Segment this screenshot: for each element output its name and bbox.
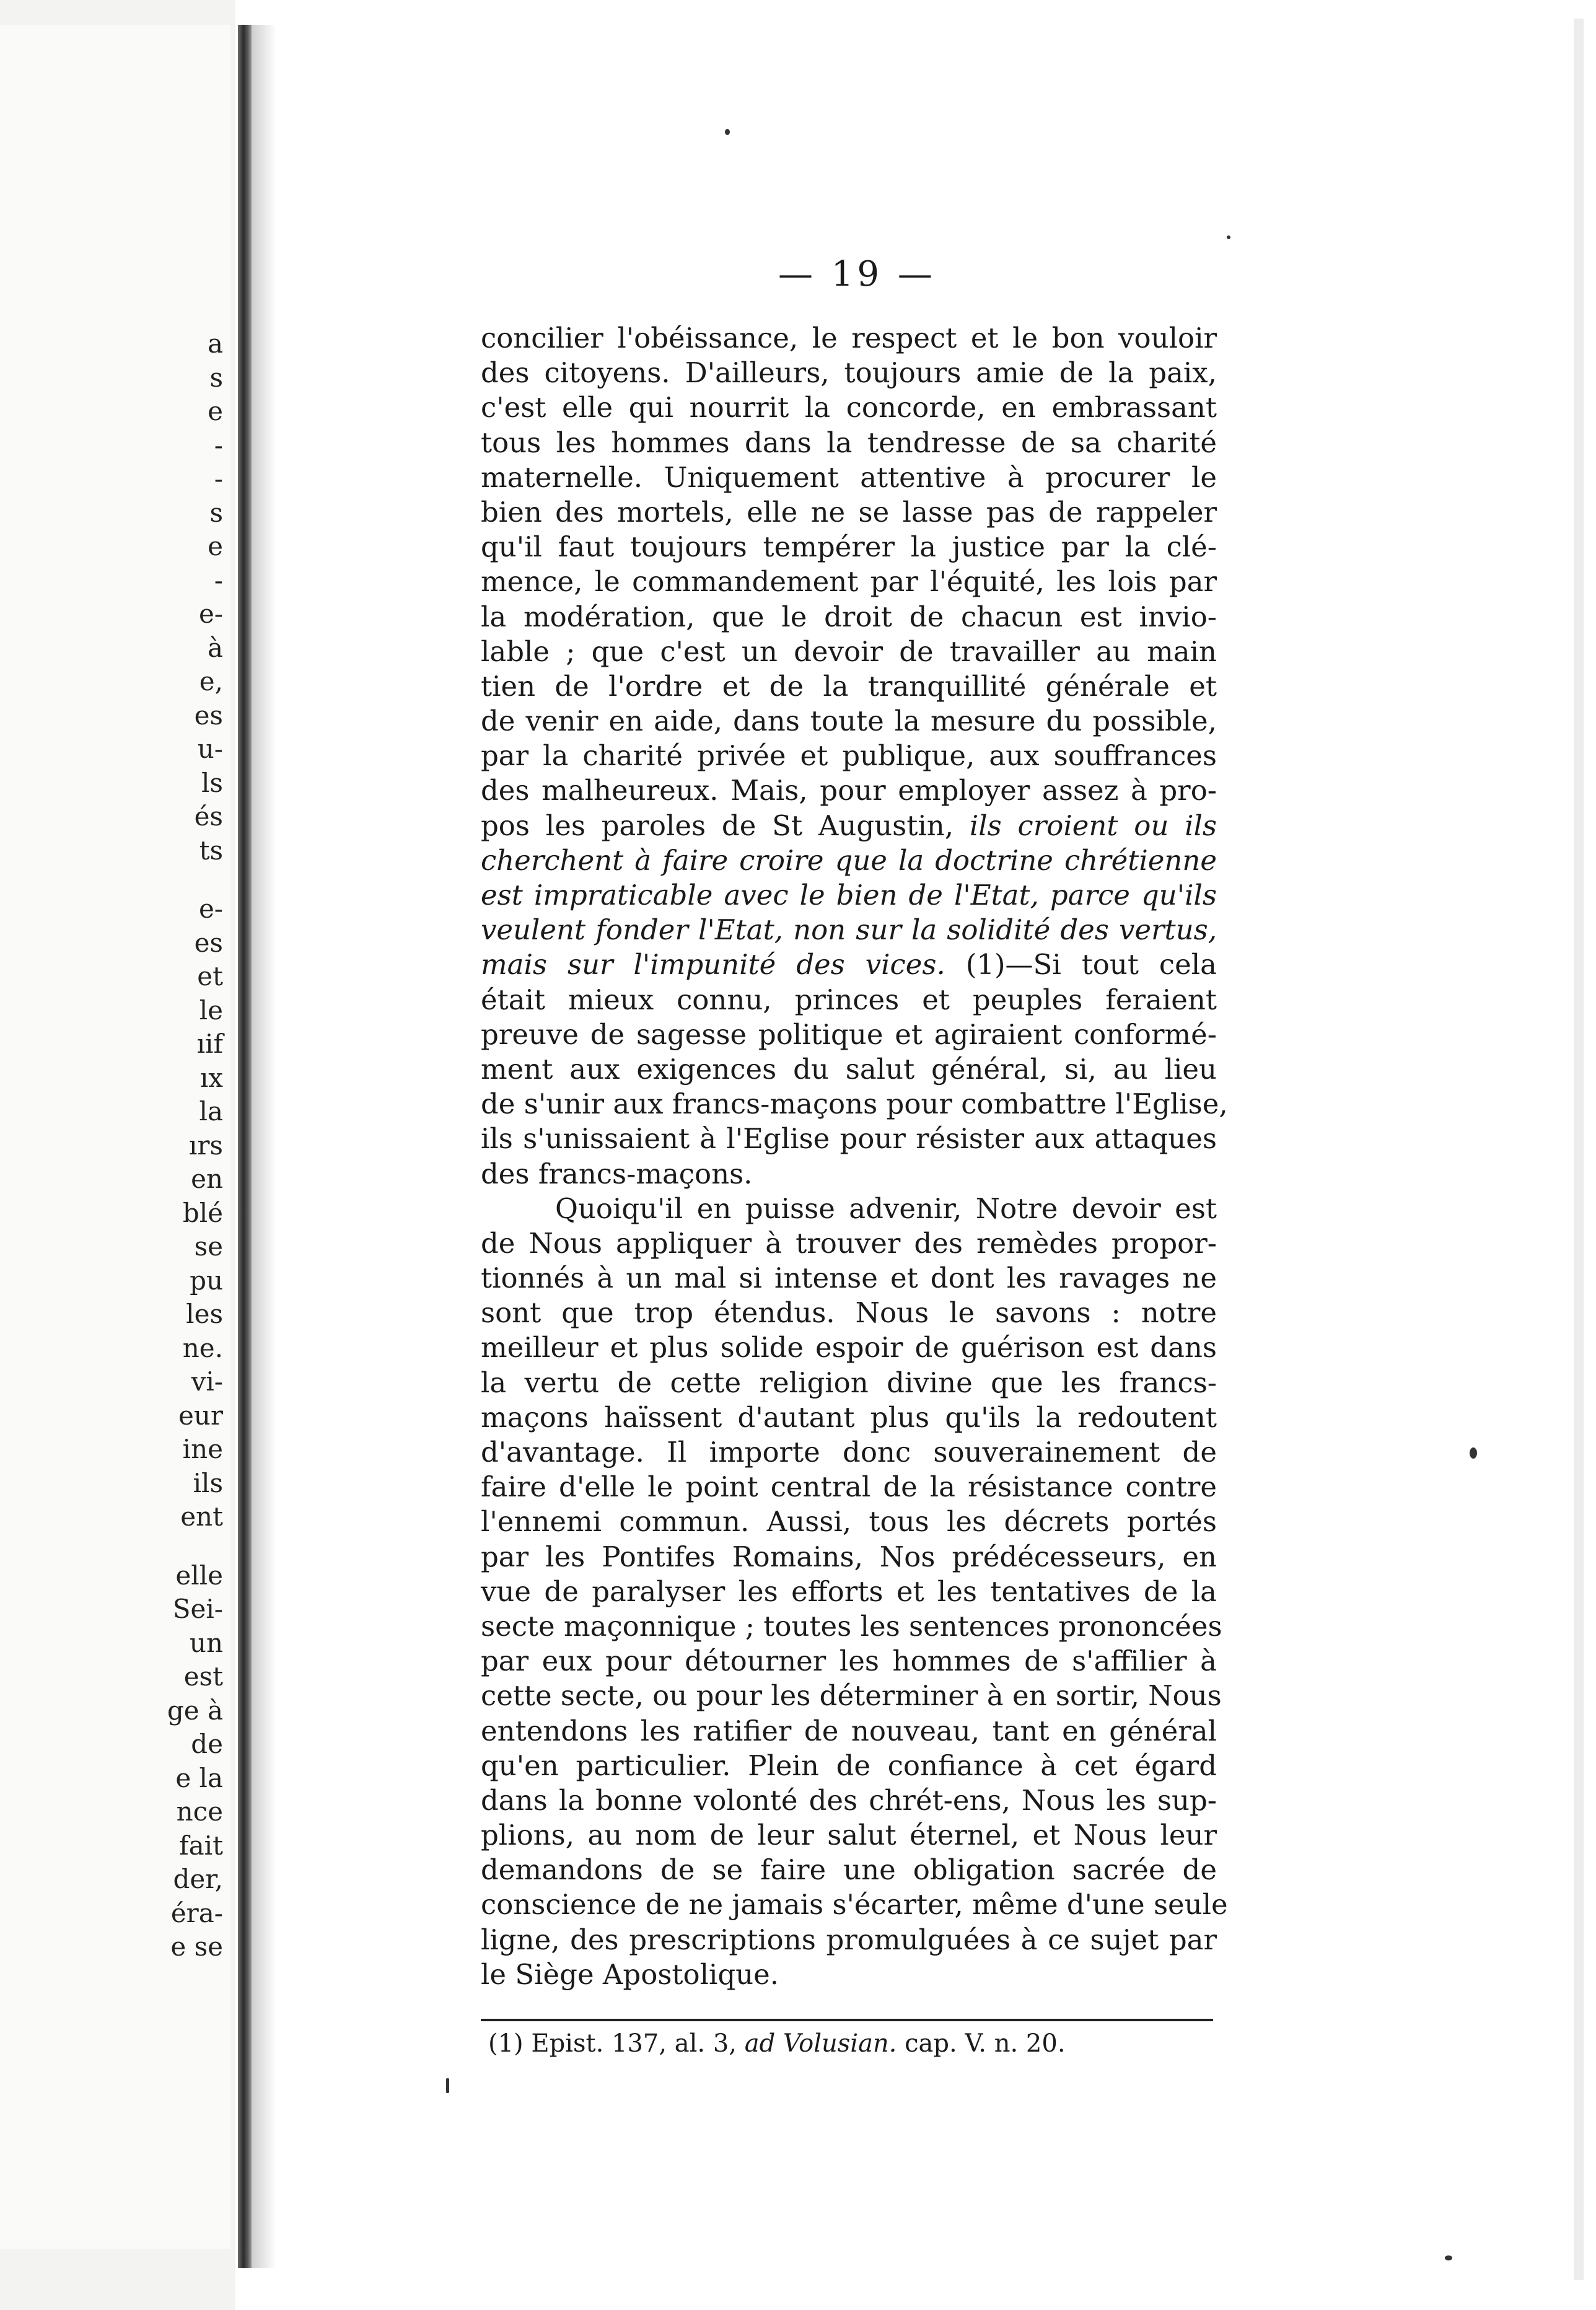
text-line — [481, 1122, 1217, 1156]
text-line-content — [481, 460, 1217, 495]
text-line-content — [481, 1366, 1217, 1400]
roman-text: cette secte, ou pour les déterminer à en sortir, Nous — [481, 1679, 1222, 1713]
scan-speck — [1227, 235, 1230, 239]
adjacent-page-fragment: pu — [190, 1265, 223, 1296]
text-line — [481, 1714, 1217, 1749]
text-line-content — [481, 426, 1217, 460]
text-line-content — [481, 878, 1217, 913]
roman-text: ment aux exigences du salut général, si, au lieu — [481, 1052, 1217, 1086]
text-line — [481, 426, 1217, 460]
text-line — [481, 843, 1217, 878]
roman-text: faire d'elle le point central de la résistance contre — [481, 1470, 1217, 1504]
text-line-content — [481, 843, 1217, 878]
page-number: — 19 — — [778, 254, 936, 294]
roman-text: de Nous appliquer à trouver des remèdes propor- — [481, 1226, 1217, 1260]
text-line-content — [481, 1157, 1217, 1192]
footnote — [488, 2026, 1066, 2061]
roman-text: par la charité privée et publique, aux souffrances — [481, 739, 1217, 773]
roman-text: lable ; que c'est un devoir de travailler au main — [481, 635, 1217, 668]
roman-text: l'ennemi commun. Aussi, tous les décrets portés — [481, 1505, 1217, 1539]
text-line-content — [481, 913, 1217, 947]
adjacent-page-fragment: der, — [173, 1864, 223, 1894]
text-line-content — [481, 495, 1217, 530]
roman-text: des malheureux. Mais, pour employer assez à pro- — [481, 774, 1217, 807]
text-line — [481, 495, 1217, 530]
roman-text: ils s'unissaient à l'Eglise pour résister aux attaques — [481, 1122, 1217, 1156]
text-line — [481, 1679, 1222, 1713]
text-line-content — [481, 1609, 1222, 1644]
text-line — [481, 773, 1217, 808]
text-line — [481, 356, 1217, 390]
text-line-content — [481, 1887, 1228, 1922]
adjacent-page-fragment: à — [207, 632, 223, 663]
text-line — [481, 564, 1217, 599]
text-line-content — [481, 1400, 1217, 1435]
adjacent-page-fragment: u‑ — [197, 734, 223, 764]
italic-text: mais sur l'impunité des vices. — [481, 948, 945, 982]
roman-text: de s'unir aux francs-maçons pour combattre l'Eglise, — [481, 1087, 1228, 1121]
adjacent-page-fragment: ge à — [167, 1695, 223, 1726]
adjacent-page-strip — [0, 0, 235, 2310]
text-line — [481, 1366, 1217, 1400]
adjacent-page-fragment: es — [194, 927, 223, 958]
text-line-content — [481, 356, 1217, 390]
roman-text: des francs-maçons. — [481, 1157, 753, 1190]
text-line-content — [481, 390, 1217, 425]
text-line-content — [481, 635, 1217, 669]
text-line-content — [481, 809, 1217, 843]
text-line-content — [481, 1017, 1217, 1052]
text-line-content — [481, 983, 1217, 1017]
adjacent-page-fragment: les — [186, 1299, 223, 1329]
text-line — [481, 1749, 1217, 1783]
roman-text: entendons les ratifier de nouveau, tant en général — [481, 1714, 1217, 1747]
text-line — [481, 1644, 1217, 1679]
book-gutter — [238, 25, 252, 2268]
text-line — [481, 704, 1217, 739]
text-line-content — [481, 669, 1217, 704]
italic-text: ils croient ou ils — [969, 809, 1217, 842]
text-line-content — [481, 1192, 1217, 1226]
text-line — [481, 947, 1217, 982]
text-line-content — [481, 1504, 1217, 1539]
text-line — [481, 809, 1217, 843]
text-line — [481, 1574, 1217, 1609]
text-line — [481, 1435, 1217, 1470]
roman-text: le Siège Apostolique. — [481, 1957, 779, 1991]
text-line — [481, 1087, 1228, 1122]
footnote-citation: (1) Epist. 137, al. 3, — [488, 2029, 737, 2058]
adjacent-page-fragment: la — [199, 1096, 223, 1126]
roman-text: pos les paroles de St Augustin, — [481, 809, 954, 842]
adjacent-page-fragment: a — [207, 328, 223, 359]
adjacent-page-fragment: elle — [175, 1560, 223, 1591]
text-line-content — [481, 1087, 1228, 1122]
text-line-content — [481, 600, 1217, 635]
adjacent-page-fragment: ıif — [196, 1029, 223, 1059]
roman-text: tionnés à un mal si intense et dont les ravages ne — [481, 1262, 1217, 1295]
text-line-content — [481, 1574, 1217, 1609]
text-line — [481, 1330, 1217, 1365]
adjacent-page-fragment: ırs — [188, 1130, 223, 1161]
roman-text: meilleur et plus solide espoir de guérison est dans — [481, 1331, 1217, 1364]
text-line-content — [481, 1052, 1217, 1087]
text-line-content — [481, 1261, 1217, 1296]
adjacent-page-fragment: ine — [182, 1434, 223, 1464]
text-line-content — [481, 1957, 1217, 1992]
adjacent-page-fragment: nce — [176, 1796, 223, 1827]
text-line-content — [481, 1783, 1217, 1818]
roman-text: de venir en aide, dans toute la mesure du possible, — [481, 705, 1217, 738]
adjacent-page-fragment: en — [191, 1164, 223, 1194]
text-line — [481, 1157, 1217, 1192]
text-line-content — [481, 1122, 1217, 1156]
text-line — [481, 635, 1217, 669]
roman-text: Quoiqu'il en puisse advenir, Notre devoir est — [555, 1192, 1217, 1225]
adjacent-page-fragment: Sei‑ — [172, 1594, 223, 1624]
text-line-content — [481, 773, 1217, 808]
text-line-content — [481, 1330, 1217, 1365]
adjacent-page-fragment: blé — [182, 1197, 223, 1228]
footnote-italic-title: ad Volusian. — [744, 2029, 897, 2058]
scan-speck — [725, 129, 730, 135]
text-line-content — [481, 739, 1217, 773]
text-line-content — [481, 1226, 1217, 1261]
adjacent-page-fragment: éra‑ — [170, 1897, 223, 1928]
roman-text: demandons de se faire une obligation sacrée de — [481, 1853, 1217, 1887]
text-line-content — [481, 1853, 1217, 1887]
adjacent-page-fragment: un — [189, 1627, 223, 1658]
italic-text: est impraticable avec le bien de l'Etat, parce qu'ils — [481, 879, 1217, 911]
adjacent-page-fragment: ne. — [182, 1332, 223, 1363]
italic-text: cherchent à faire croire que la doctrine chrétienne — [481, 843, 1217, 877]
text-line — [481, 1923, 1217, 1957]
roman-text: vue de paralyser les efforts et les tentatives de la — [481, 1574, 1217, 1608]
text-line-content — [481, 1435, 1217, 1470]
roman-text: conscience de ne jamais s'écarter, même d'une seule — [481, 1888, 1228, 1921]
text-line — [481, 1783, 1217, 1818]
text-line-content — [481, 1296, 1217, 1330]
text-line-content — [481, 321, 1217, 356]
roman-text: ligne, des prescriptions promulguées à ce sujet par — [481, 1923, 1217, 1956]
adjacent-page-fragment: ‑ — [214, 564, 223, 595]
italic-text: veulent fonder l'Etat, non sur la solidité des vertus, — [481, 913, 1217, 947]
text-line — [481, 1887, 1228, 1922]
roman-text: c'est elle qui nourrit la concorde, en embrassant — [481, 391, 1217, 424]
text-line — [481, 1296, 1217, 1330]
adjacent-page-fragment: e‑ — [198, 599, 223, 629]
adjacent-page-fragment: s — [209, 362, 223, 393]
text-line — [481, 1470, 1217, 1504]
text-line — [481, 1017, 1217, 1052]
adjacent-page-fragment: et — [197, 961, 223, 991]
text-line — [481, 460, 1217, 495]
roman-text: tien de l'ordre et de la tranquillité générale et — [481, 669, 1217, 703]
text-line — [481, 530, 1217, 564]
roman-text: qu'en particulier. Plein de confiance à cet égard — [481, 1749, 1217, 1782]
roman-text: plions, au nom de leur salut éternel, et Nous leur — [481, 1819, 1217, 1852]
text-line-content — [481, 1644, 1217, 1679]
adjacent-page-fragment: ils — [193, 1467, 223, 1498]
adjacent-page-fragment: es — [194, 700, 223, 731]
adjacent-page-fragment: és — [194, 801, 223, 832]
roman-text: mence, le commandement par l'équité, les lois par — [481, 565, 1217, 599]
adjacent-page-fragment: eur — [178, 1400, 223, 1431]
roman-text: d'avantage. Il importe donc souverainement de — [481, 1436, 1217, 1469]
adjacent-page-fragment: ‑ — [214, 463, 223, 494]
footnote-reference: cap. V. n. 20. — [905, 2029, 1066, 2058]
text-line-content — [481, 530, 1217, 564]
gutter-shadow — [252, 25, 276, 2268]
adjacent-page-fragment: fait — [179, 1830, 223, 1861]
text-line — [481, 1957, 1217, 1992]
text-line — [481, 1853, 1217, 1887]
text-line-content — [481, 564, 1217, 599]
text-line — [481, 1818, 1217, 1853]
text-line — [481, 1540, 1217, 1574]
text-line-content — [481, 1923, 1217, 1957]
adjacent-page-fragment: ıx — [200, 1062, 223, 1093]
adjacent-page-fragment: ‑ — [214, 429, 223, 460]
roman-text: la vertu de cette religion divine que les francs- — [481, 1366, 1217, 1399]
text-line — [481, 1400, 1217, 1435]
adjacent-page-fragment: ent — [180, 1501, 223, 1532]
text-line — [481, 1226, 1217, 1261]
roman-text: maçons haïssent d'autant plus qu'ils la redoutent — [481, 1400, 1217, 1434]
text-line-content — [481, 1540, 1217, 1574]
adjacent-page-fragment: e — [208, 531, 223, 561]
scan-speck — [1470, 1447, 1477, 1459]
adjacent-page-fragment: e‑ — [198, 894, 223, 924]
roman-text: était mieux connu, princes et peuples feraient — [481, 983, 1217, 1016]
roman-text: par les Pontifes Romains, Nos prédécesseurs, en — [481, 1540, 1217, 1573]
roman-text: qu'il faut toujours tempérer la justice par la clé- — [481, 530, 1217, 564]
roman-text: la modération, que le droit de chacun est invio- — [481, 600, 1217, 633]
text-line — [481, 1504, 1217, 1539]
roman-text: concilier l'obéissance, le respect et le bon vouloir — [481, 322, 1217, 354]
roman-text: des citoyens. D'ailleurs, toujours amie de la paix, — [481, 356, 1217, 390]
text-line-content — [481, 1714, 1217, 1749]
adjacent-page-fragment: de — [191, 1729, 223, 1759]
text-line — [481, 878, 1217, 913]
text-line — [481, 1609, 1222, 1644]
roman-text: tous les hommes dans la tendresse de sa charité — [481, 426, 1217, 459]
roman-text: secte maçonnique ; toutes les sentences prononcées — [481, 1609, 1222, 1643]
body-text — [481, 321, 1228, 1992]
roman-text: bien des mortels, elle ne se lasse pas de rappeler — [481, 495, 1217, 529]
adjacent-page-fragment: ls — [201, 767, 223, 798]
scan-speck — [446, 2078, 449, 2093]
text-line — [481, 390, 1217, 425]
text-line — [481, 669, 1217, 704]
text-line — [481, 600, 1217, 635]
text-line — [481, 1192, 1217, 1226]
text-line — [481, 913, 1217, 947]
text-line-content — [481, 704, 1217, 739]
text-line — [481, 739, 1217, 773]
adjacent-page-fragment: le — [199, 995, 223, 1025]
roman-text: maternelle. Uniquement attentive à procurer le — [481, 460, 1217, 494]
adjacent-page-fragment: e, — [199, 666, 223, 696]
adjacent-page-fragment: e — [208, 396, 223, 426]
footnote-rule — [481, 2019, 1213, 2021]
text-line-content — [481, 1679, 1222, 1713]
text-line-content — [481, 947, 1217, 982]
roman-text: (1)—Si tout cela — [965, 948, 1217, 982]
text-line — [481, 1052, 1217, 1087]
adjacent-page-fragment: ts — [199, 835, 223, 866]
text-line — [481, 983, 1217, 1017]
text-line — [481, 321, 1217, 356]
adjacent-page-fragment: se — [194, 1231, 223, 1262]
adjacent-page-fragment: e la — [175, 1762, 223, 1793]
page-edge — [1574, 19, 1584, 2280]
adjacent-page-fragment: est — [183, 1661, 223, 1692]
text-line-content — [481, 1470, 1217, 1504]
roman-text: sont que trop étendus. Nous le savons : notre — [481, 1296, 1217, 1330]
text-line — [481, 1261, 1217, 1296]
adjacent-page-fragment: e se — [170, 1931, 223, 1962]
scan-speck — [1445, 2255, 1452, 2260]
roman-text: preuve de sagesse politique et agiraient conformé- — [481, 1017, 1217, 1051]
adjacent-page-fragment: vi‑ — [191, 1366, 223, 1397]
roman-text: par eux pour détourner les hommes de s'affilier à — [481, 1645, 1217, 1678]
roman-text: dans la bonne volonté des chrét-ens, Nous les sup- — [481, 1783, 1217, 1817]
text-line-content — [481, 1749, 1217, 1783]
text-line-content — [481, 1818, 1217, 1853]
adjacent-page-fragment: s — [209, 497, 223, 528]
